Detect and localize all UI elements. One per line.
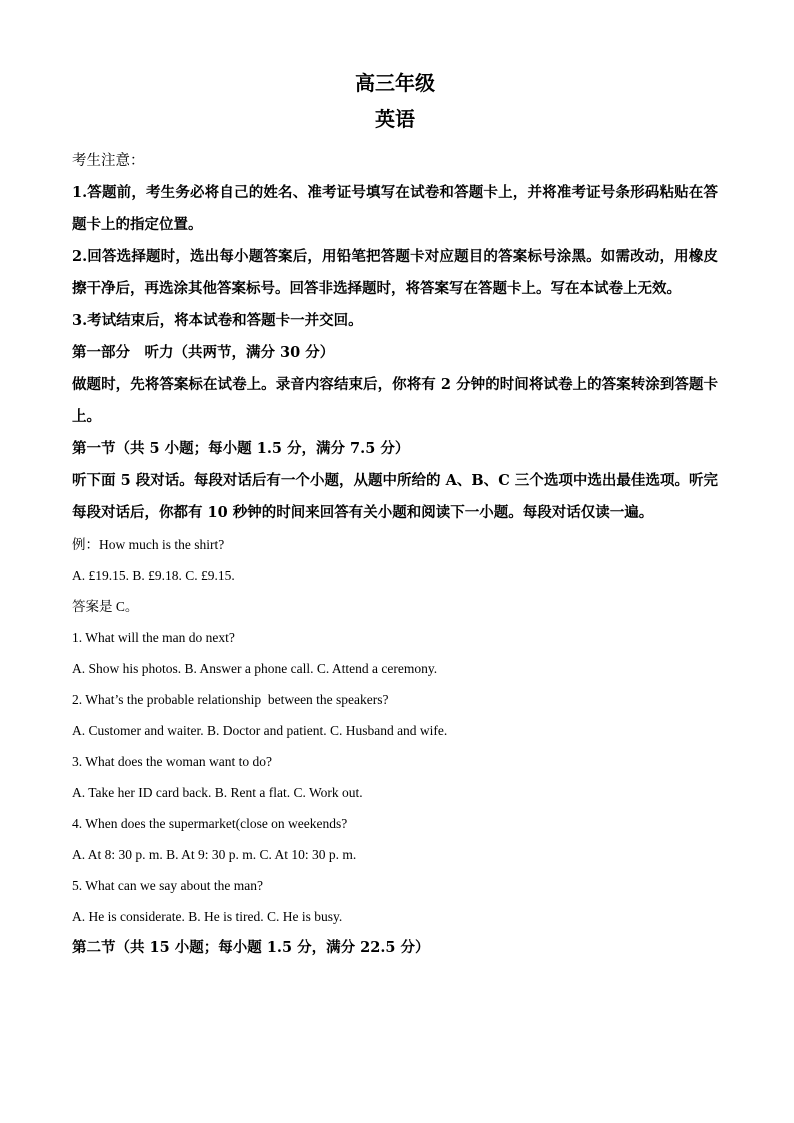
section1-instruction: 听下面 5 段对话。每段对话后有一个小题，从题中所给的 A、B、C 三个选项中选出最佳选项。听完每段对话后，你都有 10 秒钟的时间来回答有关小题和阅读下一小题。每段对话仅读一遍。 [72, 472, 718, 521]
question-4: 4. When does the supermarket(close on weekends? [72, 816, 348, 831]
question-3-options: A. Take her ID card back. B. Rent a flat. C. Work out. [72, 785, 363, 800]
notice-item-2: 2.回答选择题时，选出每小题答案后，用铅笔把答题卡对应题目的答案标号涂黑。如需改动，用橡皮擦干净后，再选涂其他答案标号。回答非选择题时，将答案写在答题卡上。写在本试卷上无效。 [72, 248, 718, 297]
part1-heading: 第一部分 听力（共两节，满分 30 分） [72, 344, 335, 361]
question-4-options: A. At 8: 30 p. m. B. At 9: 30 p. m. C. At 10: 30 p. m. [72, 847, 357, 862]
example-question: 例：How much is the shirt? [72, 537, 225, 552]
notice-item-3: 3.考试结束后，将本试卷和答题卡一并交回。 [72, 312, 363, 329]
question-1-options: A. Show his photos. B. Answer a phone call. C. Attend a ceremony. [72, 661, 438, 676]
question-5-options: A. He is considerate. B. He is tired. C. He is busy. [72, 909, 343, 924]
section2-heading: 第二节（共 15 小题；每小题 1.5 分，满分 22.5 分） [72, 939, 430, 956]
question-2-options: A. Customer and waiter. B. Doctor and patient. C. Husband and wife. [72, 723, 448, 738]
notice-item-1: 1.答题前，考生务必将自己的姓名、准考证号填写在试卷和答题卡上，并将准考证号条形码粘贴在答题卡上的指定位置。 [72, 184, 718, 233]
section1-heading: 第一节（共 5 小题；每小题 1.5 分，满分 7.5 分） [72, 440, 410, 457]
question-1: 1. What will the man do next? [72, 630, 235, 645]
example-options: A. £19.15. B. £9.18. C. £9.15. [72, 568, 235, 583]
question-2: 2. What’s the probable relationship between the speakers? [72, 692, 389, 707]
question-5: 5. What can we say about the man? [72, 878, 263, 893]
example-answer: 答案是 C。 [72, 599, 139, 614]
grade-title: 高三年级 [355, 71, 435, 95]
notice-title: 考生注意： [72, 153, 145, 169]
question-3: 3. What does the woman want to do? [72, 754, 272, 769]
subject-title: 英语 [375, 107, 415, 131]
part1-instruction: 做题时，先将答案标在试卷上。录音内容结束后，你将有 2 分钟的时间将试卷上的答案转涂到答题卡上。 [72, 376, 718, 425]
